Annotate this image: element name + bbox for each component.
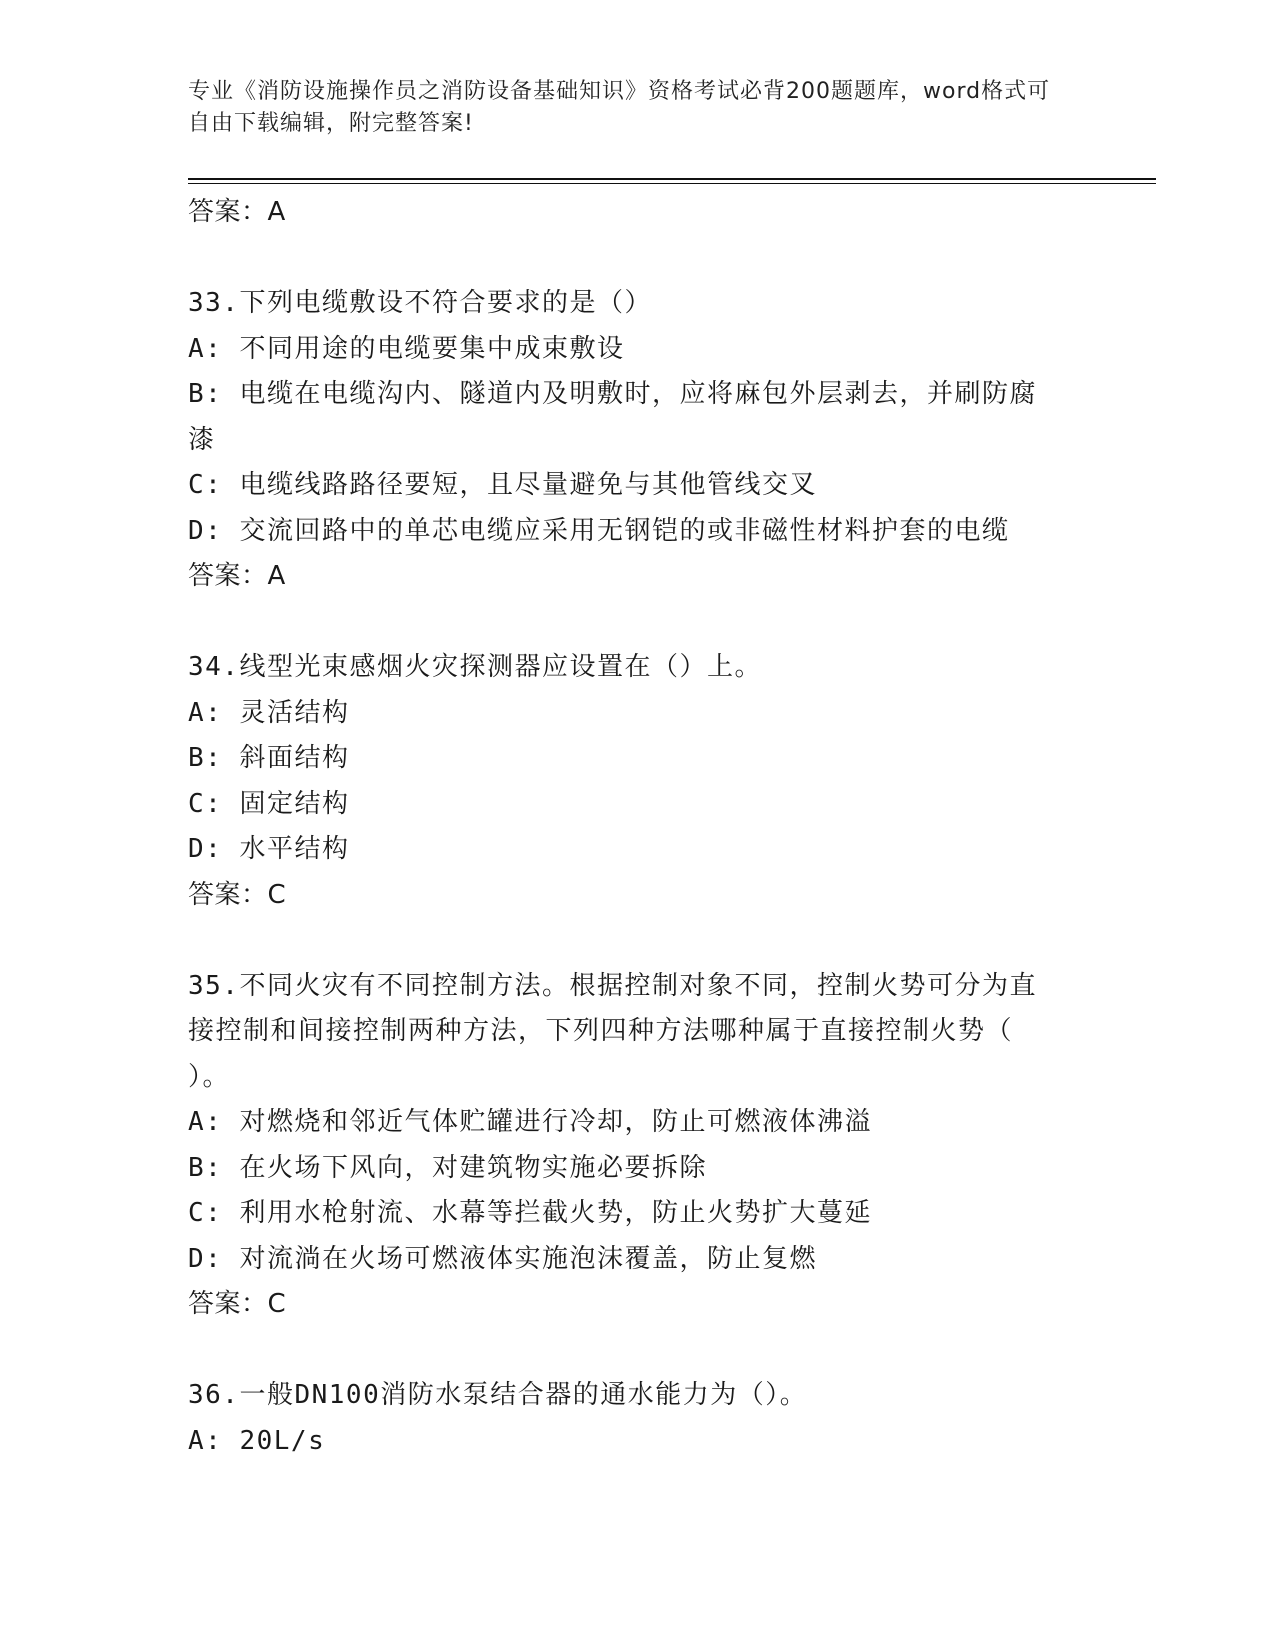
option-a: A: 对燃烧和邻近气体贮罐进行冷却，防止可燃液体沸溢 xyxy=(188,1107,872,1137)
option-c: C: 利用水枪射流、水幕等拦截火势，防止火势扩大蔓延 xyxy=(188,1198,872,1228)
option-c: C: 固定结构 xyxy=(188,788,350,819)
option-b: B: 电缆在电缆沟内、隧道内及明敷时，应将麻包外层剥去，并刷防腐 xyxy=(188,379,1037,409)
option-c: C: 电缆线路路径要短，且尽量避免与其他管线交叉 xyxy=(188,470,817,500)
answer: 答案：A xyxy=(188,561,286,591)
question-stem-continued: 接控制和间接控制两种方法，下列四种方法哪种属于直接控制火势（ xyxy=(188,1016,1014,1046)
header-divider-thin xyxy=(188,183,1156,184)
question-stem: 35.不同火灾有不同控制方法。根据控制对象不同，控制火势可分为直 xyxy=(188,970,1037,1001)
answer: 答案：C xyxy=(188,1289,287,1319)
header-divider-thick xyxy=(188,178,1156,180)
question-stem: 34.线型光束感烟火灾探测器应设置在（）上。 xyxy=(188,652,762,682)
spacer xyxy=(188,918,1088,964)
option-d: D: 水平结构 xyxy=(188,834,350,864)
option-a: A: 不同用途的电缆要集中成束敷设 xyxy=(188,333,625,364)
question-34 xyxy=(188,645,1088,918)
answer: 答案：C xyxy=(188,879,287,910)
option-b: B: 斜面结构 xyxy=(188,743,350,773)
question-stem: 33.下列电缆敷设不符合要求的是（） xyxy=(188,288,652,318)
question-36 xyxy=(188,1373,1088,1464)
spacer xyxy=(188,1328,1088,1374)
spacer xyxy=(188,236,1088,282)
question-stem: 36.一般DN100消防水泵结合器的通水能力为（）。 xyxy=(188,1380,808,1410)
option-a: A: 20L/s xyxy=(188,1425,326,1456)
spacer xyxy=(188,600,1088,646)
page-header: 专业《消防设施操作员之消防设备基础知识》资格考试必背200题题库，word格式可自由下载编辑，附完整答案! xyxy=(188,79,1051,136)
option-d: D: 对流淌在火场可燃液体实施泡沫覆盖，防止复燃 xyxy=(188,1243,817,1274)
question-35 xyxy=(188,964,1088,1328)
option-b: B: 在火场下风向，对建筑物实施必要拆除 xyxy=(188,1152,707,1183)
previous-answer: 答案：A xyxy=(188,197,286,227)
question-33 xyxy=(188,281,1088,600)
option-a: A: 灵活结构 xyxy=(188,697,350,728)
option-d: D: 交流回路中的单芯电缆应采用无钢铠的或非磁性材料护套的电缆 xyxy=(188,515,1010,546)
question-stem-continued: ）。 xyxy=(188,1061,231,1092)
option-b-continued: 漆 xyxy=(188,424,216,455)
document-body xyxy=(188,190,1088,1464)
